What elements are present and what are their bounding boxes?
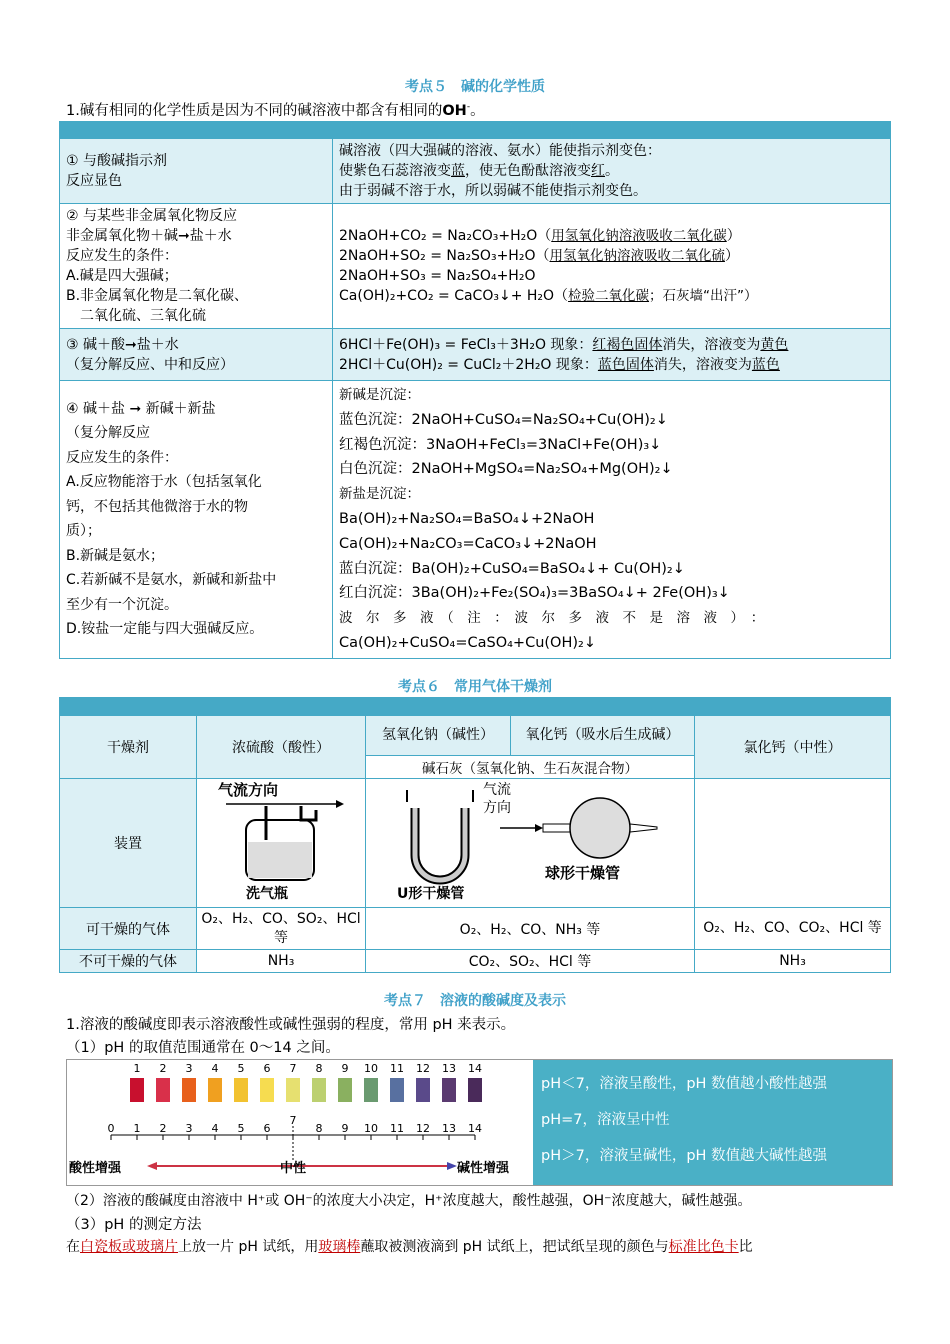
text: 二氧化硫、三氧化硫 [66,308,206,324]
section-title-7: 考点７ 溶液的酸碱度及表示 [384,993,566,1009]
ball-inlet [543,824,573,832]
ph-top-number: 8 [315,1062,323,1075]
equation: Ca(OH)₂+Na₂CO₃=CaCO₃↓+2NaOH [339,535,597,552]
ph-color-swatch [156,1078,170,1102]
ph-right-arrow [447,1162,457,1170]
ph-color-swatch [286,1078,300,1102]
dry-tube-cell [366,779,695,908]
ph-base-text: pH＞7，溶液呈碱性，pH 数值越大碱性越强 [541,1148,828,1164]
text: 新盐是沉淀： [339,486,420,503]
ph-scale-svg [67,1060,533,1185]
ph-scale [67,1060,533,1185]
dry-tube-icon [395,780,665,902]
row1-right [333,139,891,204]
bottle-label: 洗气瓶 [246,886,288,902]
h-cao: 氧化钙（吸水后生成碱） [511,716,695,756]
ph-line-3: （2）溶液的酸碱度由溶液中 H⁺或 OH⁻的浓度大小决定，H⁺浓度越大，酸性越强，OH⁻浓度越大，碱性越强。 [66,1193,752,1209]
ph-line-1: 1.溶液的酸碱度即表示溶液酸性或碱性强弱的程度，常用 pH 来表示。 [66,1017,516,1033]
row1-left [60,139,333,204]
r-can: 可干燥的气体 [60,908,197,950]
ph-axis-number: 0 [107,1122,115,1135]
ph-color-swatch [234,1078,248,1102]
ball-outlet [630,824,657,832]
ph-neutral-label: 中性 [279,1161,307,1176]
ph-top-number: 9 [341,1062,349,1075]
ph-axis-number: 6 [263,1122,271,1135]
equation: Ba(OH)₂+Na₂SO₄=BaSO₄↓+2NaOH [339,510,595,527]
ph-axis-number: 10 [364,1122,378,1135]
tubes [266,806,316,840]
h-naoh: 氢氧化钠（碱性） [366,716,511,756]
ph-axis-number: 13 [442,1122,456,1135]
ph-top-number: 4 [211,1062,219,1075]
row3-right [333,329,891,381]
can-2: O₂、H₂、CO、NH₃ 等 [366,908,695,950]
ph-color-swatch [442,1078,456,1102]
equation: 2NaOH+SO₃ = Na₂SO₄+H₂O [339,268,536,284]
ph-color-swatch [182,1078,196,1102]
ph-color-swatch [468,1078,482,1102]
text: B.新碱是氨水； [66,547,165,564]
text: B.非金属氧化物是二氧化碳、 [66,288,249,304]
equation: 蓝白沉淀：Ba(OH)₂+CuSO₄=BaSO₄↓+ Cu(OH)₂↓ [339,560,685,577]
ph-axis-number: 1 [133,1122,141,1135]
text: 非金属氧化物＋碱➞盐＋水 [66,228,232,244]
text: 反应发生的条件： [66,248,178,264]
text: 钙，不包括其他微溶于水的物 [66,498,248,515]
flow-label: 气流方向 [218,781,279,799]
ph-top-number: 13 [442,1062,456,1075]
equation: 2NaOH+CO₂ = Na₂CO₃+H₂O（用氢氧化钠溶液吸收二氧化碳） [339,228,741,244]
section-title-6: 考点６ 常用气体干燥剂 [398,679,552,695]
ph-acid-label: 酸性增强 [69,1161,122,1176]
ph-axis-number: 4 [211,1122,219,1135]
ph-top-number: 3 [185,1062,193,1075]
equation: Ca(OH)₂+CO₂ = CaCO₃↓+ H₂O（检验二氧化碳；石灰墙“出汗”） [339,288,758,304]
text: 质）； [66,523,101,540]
equation: 2NaOH+SO₂ = Na₂SO₃+H₂O（用氢氧化钠溶液吸收二氧化硫） [339,248,739,264]
h-soda: 碱石灰（氢氧化钠、生石灰混合物） [366,756,695,779]
ph-top-number: 1 [133,1062,141,1075]
equation: 2HCl＋Cu(OH)₂ = CuCl₂＋2H₂O 现象：蓝色固体消失，溶液变为蓝色 [339,356,780,373]
ph-top-number: 11 [390,1062,404,1075]
ph-top-number: 5 [237,1062,245,1075]
text: 新碱是沉淀： [339,387,420,403]
base-properties-table [59,121,891,659]
ph-color-swatch [416,1078,430,1102]
empty-cell [695,779,891,908]
ph-left-arrow [147,1162,157,1170]
text: （复分解反应 [66,425,150,442]
u-label: U形干燥管 [397,886,465,902]
ion-sup: - [466,102,471,113]
intro-line [66,99,485,120]
arrow-head [535,824,543,832]
text: D.铵盐一定能与四大强碱反应。 [66,621,264,638]
wash-bottle-icon [216,780,346,902]
text: 波 尔 多 液 （ 注 ： 波 尔 多 液 不 是 溶 液 ） ： [339,610,765,627]
h-h2so4: 浓硫酸（酸性） [197,716,366,779]
arrow-head [336,800,344,808]
equation: 6HCl＋Fe(OH)₃ = FeCl₃＋3H₂O 现象：红褐色固体消失，溶液变为黄色 [339,336,789,353]
flow-label-b: 方向 [483,800,511,816]
ph-line-4: （3）pH 的测定方法 [66,1217,202,1233]
row4-right [333,381,891,659]
not-3: NH₃ [695,950,891,973]
ball-label: 球形干燥管 [545,864,621,882]
text: （复分解反应、中和反应） [66,356,234,373]
h-dry: 干燥剂 [60,716,197,779]
intro-end: 。 [470,103,485,119]
not-2: CO₂、SO₂、HCl 等 [366,950,695,973]
ion: OH [442,103,467,119]
r-dev: 装置 [60,779,197,908]
ph-color-swatch [130,1078,144,1102]
ph-base-label: 碱性增强 [457,1161,510,1176]
drying-ball [570,798,630,858]
row4-left [60,381,333,659]
equation: 白色沉淀：2NaOH+MgSO₄=Na₂SO₄+Mg(OH)₂↓ [339,461,673,478]
ph-chart [66,1059,893,1186]
desiccant-table [59,697,891,973]
ph-top-number: 10 [364,1062,378,1075]
ph-top-number: 6 [263,1062,271,1075]
ph-neutral-text: pH=7，溶液呈中性 [541,1112,670,1128]
row2-left [60,204,333,329]
text: 碱溶液（四大强碱的溶液、氨水）能使指示剂变色： [339,143,661,159]
row3-left [60,329,333,381]
equation: Ca(OH)₂+CuSO₄=CaSO₄+Cu(OH)₂↓ [339,634,596,651]
equation: 蓝色沉淀：2NaOH+CuSO₄=Na₂SO₄+Cu(OH)₂↓ [339,411,668,428]
not-1: NH₃ [197,950,366,973]
flow-label-a: 气流 [483,782,511,798]
can-3: O₂、H₂、CO、CO₂、HCl 等 [695,908,891,950]
text: ② 与某些非金属氧化物反应 [66,208,238,224]
ph-axis-number: 11 [390,1122,404,1135]
ph-axis-number: 5 [237,1122,245,1135]
ph-top-number: 2 [159,1062,167,1075]
ph-axis-number: 2 [159,1122,167,1135]
ph-color-swatch [364,1078,378,1102]
ph-top-number: 14 [468,1062,482,1075]
table-header-bar [60,122,891,139]
equation: 红褐色沉淀：3NaOH+FeCl₃=3NaCl+Fe(OH)₃↓ [339,436,662,453]
ph-axis-number: 8 [315,1122,323,1135]
ph-top-number: 12 [416,1062,430,1075]
ph-color-swatch [390,1078,404,1102]
row2-right [333,204,891,329]
ph-axis-number: 12 [416,1122,430,1135]
text: ① 与酸碱指示剂 [66,153,168,169]
ph-color-swatch [260,1078,274,1102]
ph-color-swatch [338,1078,352,1102]
text: A.碱是四大强碱； [66,268,178,284]
ph-axis-number: 7 [289,1114,297,1127]
text: C.若新碱不是氨水，新碱和新盐中 [66,572,277,589]
ph-line-5: 在白瓷板或玻璃片上放一片 pH 试纸，用玻璃棒蘸取被测液滴到 pH 试纸上，把试纸呈现的颜色与标准比色卡比 [66,1239,753,1255]
text: A.反应物能溶于水（包括氢氧化 [66,474,262,491]
text: 反应发生的条件： [66,449,178,466]
text: 至少有一个沉淀。 [66,596,178,613]
ph-axis-number: 9 [341,1122,349,1135]
text: 由于弱碱不溶于水，所以弱碱不能使指示剂变色。 [339,183,647,199]
ph-axis-number: 14 [468,1122,482,1135]
r-cannot: 不可干燥的气体 [60,950,197,973]
ph-line-2: （1）pH 的取值范围通常在 0～14 之间。 [66,1040,340,1056]
ph-color-swatch [208,1078,222,1102]
section-title-5: 考点５ 碱的化学性质 [405,79,545,95]
h-cacl2: 氯化钙（中性） [695,716,891,779]
intro-text: 1.碱有相同的化学性质是因为不同的碱溶液中都含有相同的 [66,103,443,119]
text: 反应显色 [66,173,122,189]
ph-acid-text: pH＜7，溶液呈酸性，pH 数值越小酸性越强 [541,1076,828,1092]
can-1: O₂、H₂、CO、SO₂、HCl 等 [197,908,366,950]
table-header-bar [60,698,891,716]
ph-top-number: 7 [289,1062,297,1075]
equation: 红白沉淀：3Ba(OH)₂+Fe₂(SO₄)₃=3BaSO₄↓+ 2Fe(OH)₃↓ [339,585,730,602]
ph-axis-number: 3 [185,1122,193,1135]
text: ③ 碱＋酸➞盐＋水 [66,336,179,353]
u-tube-fill [415,808,465,880]
text: ④ 碱＋盐 ➞ 新碱＋新盐 [66,400,216,417]
liquid [248,842,312,878]
wash-bottle-cell [197,779,366,908]
text: 使紫色石蕊溶液变蓝，使无色酚酞溶液变红。 [339,163,619,179]
ph-description [533,1060,892,1185]
ph-color-swatch [312,1078,326,1102]
